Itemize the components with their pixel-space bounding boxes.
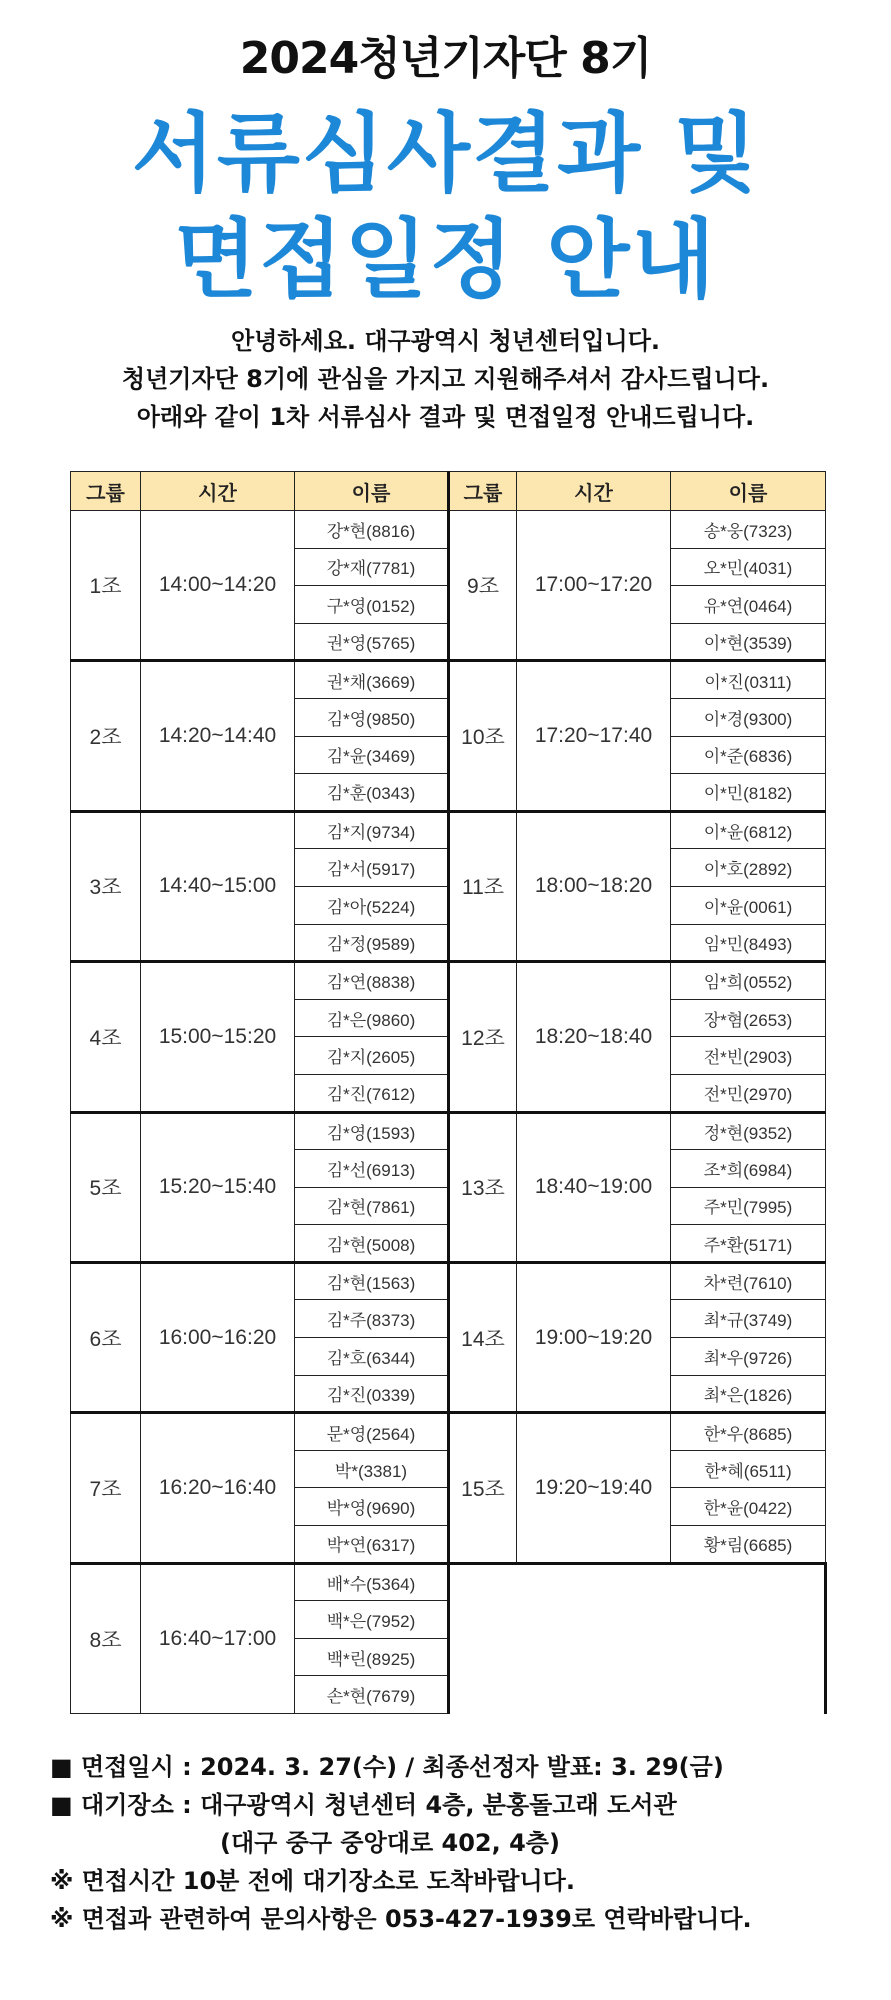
table-row bbox=[71, 811, 826, 849]
applicant-name: 최*우(9726) bbox=[671, 1338, 826, 1376]
applicant-name: 김*주(8373) bbox=[295, 1300, 449, 1338]
address-note: (대구 중구 중앙대로 402, 4층) bbox=[220, 1829, 560, 1857]
applicant-name: 김*연(8838) bbox=[295, 962, 449, 1000]
time-slot: 17:00~17:20 bbox=[517, 511, 671, 661]
applicant-name: 한*우(8685) bbox=[671, 1413, 826, 1451]
applicant-name: 권*영(5765) bbox=[295, 623, 449, 661]
interview-schedule-table bbox=[70, 471, 827, 1714]
applicant-name: 박*영(9690) bbox=[295, 1488, 449, 1526]
group-label: 11조 bbox=[449, 811, 517, 961]
intro-line: 안녕하세요. 대구광역시 청년센터입니다. bbox=[230, 327, 661, 355]
poster-subtitle: 2024청년기자단 8기 bbox=[239, 33, 652, 84]
applicant-name: 김*은(9860) bbox=[295, 999, 449, 1037]
header-name: 이름 bbox=[671, 472, 826, 511]
applicant-name: 김*영(9850) bbox=[295, 698, 449, 736]
applicant-name: 최*규(3749) bbox=[671, 1300, 826, 1338]
time-slot: 14:20~14:40 bbox=[141, 661, 295, 811]
table-row bbox=[71, 661, 826, 699]
applicant-name: 전*민(2970) bbox=[671, 1074, 826, 1112]
table-row bbox=[71, 1112, 826, 1150]
group-label: 2조 bbox=[71, 661, 141, 811]
applicant-name: 김*진(0339) bbox=[295, 1375, 449, 1413]
applicant-name: 이*윤(0061) bbox=[671, 886, 826, 924]
group-label: 5조 bbox=[71, 1112, 141, 1262]
applicant-name: 김*훈(0343) bbox=[295, 774, 449, 812]
header-time: 시간 bbox=[517, 472, 671, 511]
applicant-name: 강*현(8816) bbox=[295, 511, 449, 549]
applicant-name: 김*영(1593) bbox=[295, 1112, 449, 1150]
group-label: 15조 bbox=[449, 1413, 517, 1563]
time-slot: 14:40~15:00 bbox=[141, 811, 295, 961]
time-slot: 16:20~16:40 bbox=[141, 1413, 295, 1563]
main-title-line-2: 면접일정 안내 bbox=[174, 210, 717, 310]
time-slot: 15:20~15:40 bbox=[141, 1112, 295, 1262]
applicant-name: 권*채(3669) bbox=[295, 661, 449, 699]
applicant-name: 김*현(1563) bbox=[295, 1262, 449, 1300]
applicant-name: 차*련(7610) bbox=[671, 1262, 826, 1300]
applicant-name: 이*호(2892) bbox=[671, 849, 826, 887]
applicant-name: 전*빈(2903) bbox=[671, 1037, 826, 1075]
applicant-name: 박*(3381) bbox=[295, 1450, 449, 1488]
applicant-name: 구*영(0152) bbox=[295, 586, 449, 624]
applicant-name: 김*윤(3469) bbox=[295, 736, 449, 774]
table-row bbox=[71, 1563, 826, 1601]
applicant-name: 김*호(6344) bbox=[295, 1338, 449, 1376]
applicant-name: 유*연(0464) bbox=[671, 586, 826, 624]
applicant-name: 박*연(6317) bbox=[295, 1526, 449, 1564]
header-time: 시간 bbox=[141, 472, 295, 511]
applicant-name: 송*웅(7323) bbox=[671, 511, 826, 549]
time-slot: 17:20~17:40 bbox=[517, 661, 671, 811]
applicant-name: 최*은(1826) bbox=[671, 1375, 826, 1413]
applicant-name: 김*현(7861) bbox=[295, 1187, 449, 1225]
table-header-row bbox=[71, 472, 826, 511]
applicant-name: 김*정(9589) bbox=[295, 924, 449, 962]
applicant-name: 한*혜(6511) bbox=[671, 1450, 826, 1488]
applicant-name: 이*경(9300) bbox=[671, 698, 826, 736]
applicant-name: 김*지(2605) bbox=[295, 1037, 449, 1075]
applicant-name: 주*민(7995) bbox=[671, 1187, 826, 1225]
applicant-name: 오*민(4031) bbox=[671, 548, 826, 586]
group-label: 1조 bbox=[71, 511, 141, 661]
applicant-name: 김*서(5917) bbox=[295, 849, 449, 887]
applicant-name: 강*재(7781) bbox=[295, 548, 449, 586]
empty-cell bbox=[449, 1563, 826, 1713]
applicant-name: 김*진(7612) bbox=[295, 1074, 449, 1112]
waiting-place-note: ■ 대기장소 : 대구광역시 청년센터 4층, 분홍돌고래 도서관 bbox=[50, 1791, 677, 1819]
group-label: 9조 bbox=[449, 511, 517, 661]
time-slot: 19:20~19:40 bbox=[517, 1413, 671, 1563]
applicant-name: 이*윤(6812) bbox=[671, 811, 826, 849]
applicant-name: 임*희(0552) bbox=[671, 962, 826, 1000]
applicant-name: 김*지(9734) bbox=[295, 811, 449, 849]
applicant-name: 백*린(8925) bbox=[295, 1638, 449, 1676]
applicant-name: 황*림(6685) bbox=[671, 1526, 826, 1564]
applicant-name: 김*선(6913) bbox=[295, 1150, 449, 1188]
applicant-name: 정*현(9352) bbox=[671, 1112, 826, 1150]
main-title-line-1: 서류심사결과 및 bbox=[131, 104, 760, 204]
applicant-name: 이*현(3539) bbox=[671, 623, 826, 661]
group-label: 13조 bbox=[449, 1112, 517, 1262]
table-row bbox=[71, 1262, 826, 1300]
applicant-name: 이*준(6836) bbox=[671, 736, 826, 774]
arrival-note: ※ 면접시간 10분 전에 대기장소로 도착바랍니다. bbox=[50, 1867, 575, 1895]
group-label: 6조 bbox=[71, 1262, 141, 1412]
header-group: 그룹 bbox=[71, 472, 141, 511]
table-row bbox=[71, 962, 826, 1000]
table-row bbox=[71, 511, 826, 549]
applicant-name: 조*희(6984) bbox=[671, 1150, 826, 1188]
group-label: 10조 bbox=[449, 661, 517, 811]
header-group: 그룹 bbox=[449, 472, 517, 511]
group-label: 3조 bbox=[71, 811, 141, 961]
applicant-name: 백*은(7952) bbox=[295, 1601, 449, 1639]
applicant-name: 한*윤(0422) bbox=[671, 1488, 826, 1526]
time-slot: 16:00~16:20 bbox=[141, 1262, 295, 1412]
contact-note: ※ 면접과 관련하여 문의사항은 053-427-1939로 연락바랍니다. bbox=[50, 1905, 752, 1933]
group-label: 12조 bbox=[449, 962, 517, 1112]
applicant-name: 이*진(0311) bbox=[671, 661, 826, 699]
group-label: 8조 bbox=[71, 1563, 141, 1713]
time-slot: 15:00~15:20 bbox=[141, 962, 295, 1112]
intro-text bbox=[0, 322, 891, 436]
applicant-name: 문*영(2564) bbox=[295, 1413, 449, 1451]
time-slot: 14:00~14:20 bbox=[141, 511, 295, 661]
applicant-name: 김*아(5224) bbox=[295, 886, 449, 924]
table-row bbox=[71, 1413, 826, 1451]
applicant-name: 임*민(8493) bbox=[671, 924, 826, 962]
time-slot: 18:00~18:20 bbox=[517, 811, 671, 961]
applicant-name: 손*현(7679) bbox=[295, 1676, 449, 1714]
time-slot: 18:20~18:40 bbox=[517, 962, 671, 1112]
applicant-name: 장*혐(2653) bbox=[671, 999, 826, 1037]
intro-line: 청년기자단 8기에 관심을 가지고 지원해주셔서 감사드립니다. bbox=[121, 365, 770, 393]
applicant-name: 주*환(5171) bbox=[671, 1225, 826, 1263]
group-label: 14조 bbox=[449, 1262, 517, 1412]
interview-date-note: ■ 면접일시 : 2024. 3. 27(수) / 최종선정자 발표: 3. 29(금) bbox=[50, 1753, 724, 1781]
intro-line: 아래와 같이 1차 서류심사 결과 및 면접일정 안내드립니다. bbox=[136, 403, 755, 431]
applicant-name: 김*현(5008) bbox=[295, 1225, 449, 1263]
group-label: 7조 bbox=[71, 1413, 141, 1563]
applicant-name: 이*민(8182) bbox=[671, 774, 826, 812]
time-slot: 18:40~19:00 bbox=[517, 1112, 671, 1262]
time-slot: 16:40~17:00 bbox=[141, 1563, 295, 1713]
notice-section bbox=[50, 1748, 870, 1938]
header-name: 이름 bbox=[295, 472, 449, 511]
applicant-name: 배*수(5364) bbox=[295, 1563, 449, 1601]
time-slot: 19:00~19:20 bbox=[517, 1262, 671, 1412]
group-label: 4조 bbox=[71, 962, 141, 1112]
